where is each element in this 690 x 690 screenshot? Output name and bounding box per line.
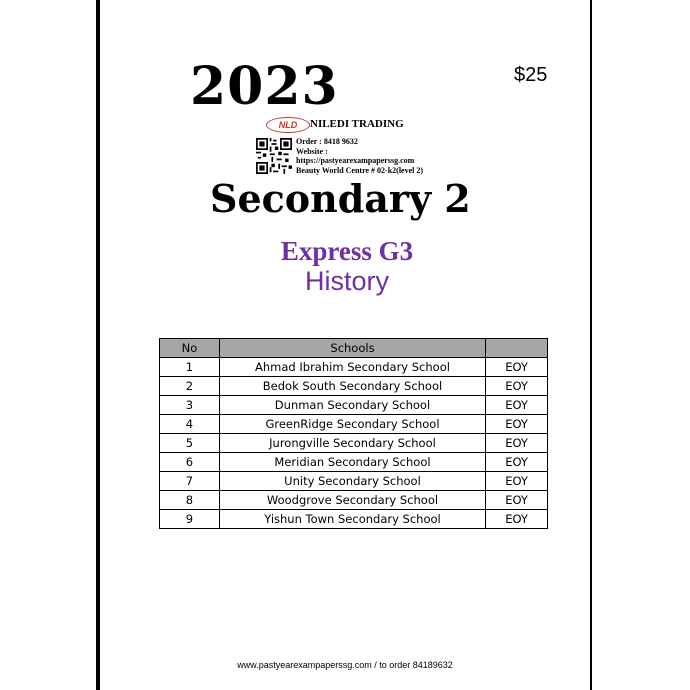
level-title: Secondary 2 (210, 176, 471, 221)
row-type: EOY (486, 472, 548, 491)
row-no: 6 (160, 453, 220, 472)
table-row (160, 434, 548, 453)
row-type: EOY (486, 396, 548, 415)
header-type (486, 339, 548, 358)
table-row (160, 358, 548, 377)
header-schools: Schools (219, 339, 485, 358)
schools-table (159, 338, 548, 529)
stream-text: Express G3 (280, 236, 414, 266)
year-title: 2023 (190, 56, 339, 117)
stream-title (0, 236, 690, 267)
row-school: GreenRidge Secondary School (219, 415, 485, 434)
table-header-row (160, 339, 548, 358)
row-type: EOY (486, 358, 548, 377)
row-no: 1 (160, 358, 220, 377)
row-type: EOY (486, 510, 548, 529)
table-row (160, 510, 548, 529)
row-type: EOY (486, 415, 548, 434)
table-row (160, 415, 548, 434)
row-school: Yishun Town Secondary School (219, 510, 485, 529)
subject-text: History (304, 266, 389, 296)
row-school: Meridian Secondary School (219, 453, 485, 472)
row-type: EOY (486, 434, 548, 453)
subject-title (0, 266, 690, 297)
contact-website-url: https://pastyearexampaperssg.com (296, 156, 415, 166)
footer-text: www.pastyearexampaperssg.com / to order 84189632 (237, 660, 453, 670)
row-no: 9 (160, 510, 220, 529)
table-row (160, 396, 548, 415)
contact-order: Order : 8418 9632 (296, 137, 358, 146)
row-no: 4 (160, 415, 220, 434)
row-no: 7 (160, 472, 220, 491)
row-school: Ahmad Ibrahim Secondary School (219, 358, 485, 377)
contact-website-label: Website : (296, 146, 328, 156)
table-row (160, 453, 548, 472)
contact-address: Beauty World Centre # 02-k2(level 2) (296, 165, 424, 175)
table-row (160, 491, 548, 510)
table-row (160, 377, 548, 396)
row-no: 8 (160, 491, 220, 510)
row-type: EOY (486, 453, 548, 472)
header-no: No (160, 339, 220, 358)
row-type: EOY (486, 377, 548, 396)
row-no: 3 (160, 396, 220, 415)
nld-logo: NLD (266, 117, 310, 133)
company-name: NILEDI TRADING (310, 118, 404, 130)
table-row (160, 472, 548, 491)
row-no: 2 (160, 377, 220, 396)
row-no: 5 (160, 434, 220, 453)
row-school: Jurongville Secondary School (219, 434, 485, 453)
row-school: Unity Secondary School (219, 472, 485, 491)
price-label: $25 (514, 64, 548, 86)
row-school: Woodgrove Secondary School (219, 491, 485, 510)
row-school: Bedok South Secondary School (219, 377, 485, 396)
row-school: Dunman Secondary School (219, 396, 485, 415)
row-type: EOY (486, 491, 548, 510)
company-contact (296, 137, 423, 175)
qr-code-icon (256, 138, 292, 174)
